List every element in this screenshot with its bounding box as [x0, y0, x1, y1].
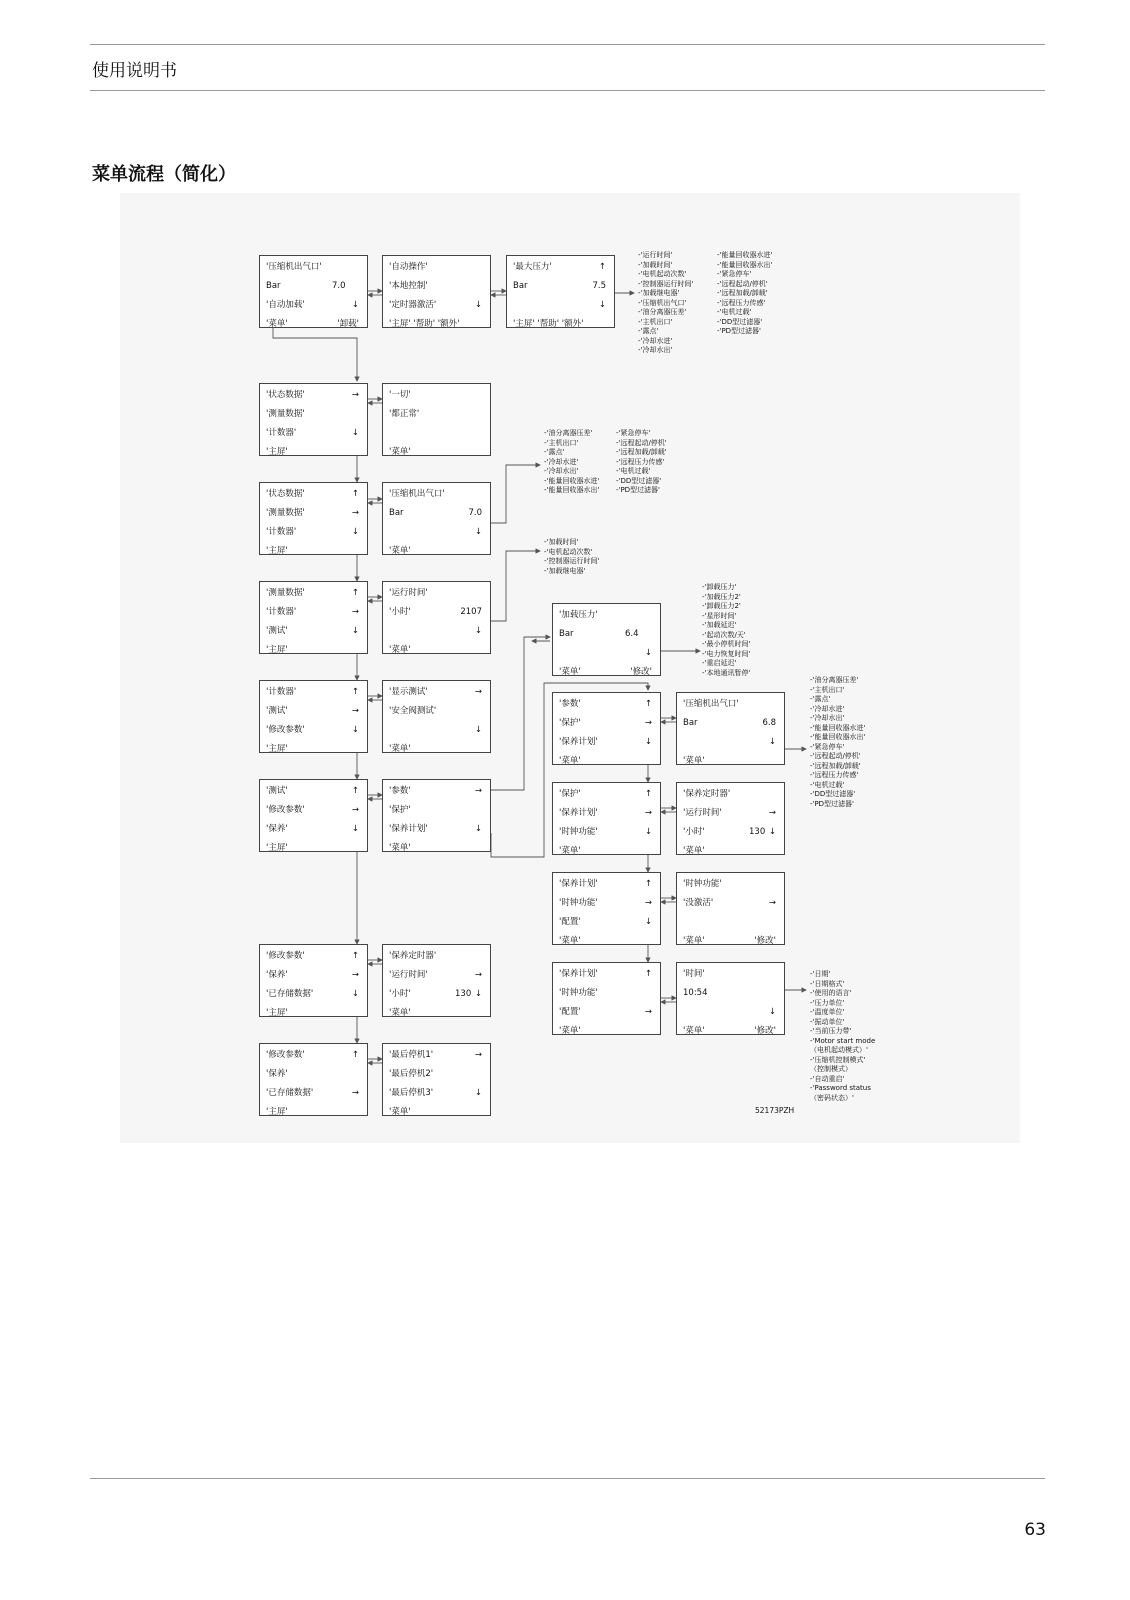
parameter-item: -'远程压力传感': [616, 457, 665, 466]
screen-line-label: '最后停机1': [389, 1050, 434, 1060]
screen-line-label: '压缩机出气口': [266, 262, 322, 272]
screen-line-label: '压缩机出气口': [683, 699, 739, 709]
parameter-item: -'最小停机时间': [702, 640, 751, 648]
parameter-list-n2a: [544, 429, 599, 496]
screen-line-label: '菜单': [683, 846, 705, 856]
parameter-item: -'DD型过滤器': [717, 317, 763, 326]
parameter-item: -'压缩机出气口': [638, 298, 687, 307]
screen-line-right: ↑: [644, 969, 652, 979]
parameter-item: -'冷却水出': [638, 346, 673, 354]
screen-line-label: '配置': [559, 1007, 581, 1017]
screen-line-label: '运行时间': [683, 808, 722, 818]
parameter-list-n3: [544, 538, 599, 576]
parameter-item: -'加载压力2': [702, 592, 741, 601]
screen-line-label: Bar: [559, 629, 574, 639]
screen-line-label: '主屏': [266, 1107, 288, 1117]
screen-line-label: '计数器': [266, 428, 297, 438]
menu-screen-b7: [382, 482, 491, 555]
screen-line-right: '卸载': [337, 319, 359, 329]
screen-line-right: →: [474, 970, 482, 980]
menu-screen-b8: [259, 581, 368, 654]
screen-line-label: '测量数据': [266, 409, 305, 419]
screen-line-right: ↓: [351, 428, 359, 438]
screen-line-label: Bar: [266, 281, 281, 291]
parameter-item: -'起动次数/天': [702, 630, 746, 639]
screen-line-right: →: [351, 970, 359, 980]
screen-line-right: →: [644, 808, 652, 818]
screen-line-label: '菜单': [683, 936, 705, 946]
parameter-item: -'自动重启': [810, 1074, 845, 1083]
parameter-item: -'使用的语言': [810, 989, 852, 997]
parameter-item: -'压力单位': [810, 998, 845, 1007]
screen-line-label: '压缩机出气口': [389, 489, 445, 499]
screen-line-right: →: [351, 508, 359, 518]
screen-line-label: '测量数据': [266, 588, 305, 598]
parameter-item: （控制模式）: [810, 1065, 852, 1073]
menu-screen-b18: [552, 603, 661, 676]
parameter-item: -'主机出口': [544, 438, 579, 447]
screen-line-value: 7.0: [332, 281, 346, 291]
screen-line-label: '菜单': [389, 843, 411, 853]
parameter-item: -'冷却水出': [544, 467, 579, 475]
parameter-item: -'能量回收器水进': [810, 723, 866, 732]
top-rule: [90, 44, 1045, 45]
parameter-item: -'卸载压力2': [702, 602, 741, 610]
screen-line-label: '自动加载': [266, 300, 305, 310]
screen-line-right: ↓: [474, 989, 482, 999]
screen-line-right: ↓: [644, 648, 652, 658]
screen-line-label: '保护': [559, 718, 581, 728]
parameter-item: -'主机出口': [638, 317, 673, 326]
parameter-item: -'日期格式': [810, 979, 845, 988]
parameter-item: -'加载延迟': [702, 621, 737, 629]
parameter-item: -'PD型过滤器': [717, 327, 761, 335]
screen-line-right: '修改': [630, 667, 652, 677]
screen-line-label: '主屏': [266, 1008, 288, 1018]
screen-line-label: '本地控制': [389, 281, 428, 291]
menu-screen-b2: [382, 255, 491, 328]
parameter-item: -'露点': [544, 448, 565, 456]
screen-line-label: '小时': [389, 989, 411, 999]
parameter-item: -'远程加载/卸载': [717, 289, 768, 297]
screen-line-right: ↑: [351, 1050, 359, 1060]
parameter-item: -'电力恢复时间': [702, 649, 751, 658]
parameter-item: -'Password status: [810, 1084, 871, 1092]
parameter-item: -'油分离器压差': [810, 676, 859, 684]
screen-line-label: '状态数据': [266, 390, 305, 400]
screen-line-label: '菜单': [559, 936, 581, 946]
menu-screen-b5: [382, 383, 491, 456]
screen-line-label: '测试': [266, 626, 288, 636]
parameter-item: -'冷却水出': [810, 714, 845, 722]
screen-line-label: '菜单': [559, 846, 581, 856]
parameter-item: -'能量回收器水出': [717, 260, 773, 269]
parameter-item: -'紧急停车': [616, 429, 651, 437]
parameter-item: -'远程起动/停机': [616, 438, 667, 447]
screen-line-label: '菜单': [389, 1008, 411, 1018]
screen-line-right: ↓: [644, 827, 652, 837]
screen-line-right: ↓: [474, 527, 482, 537]
menu-screen-b3: [506, 255, 615, 328]
screen-line-right: ↑: [644, 879, 652, 889]
screen-line-label: '主屏': [266, 447, 288, 457]
screen-line-value: 6.4: [625, 629, 639, 639]
screen-line-label: '保养定时器': [683, 789, 731, 799]
screen-line-label: '保养计划': [559, 969, 598, 979]
menu-screen-b22: [676, 782, 785, 855]
screen-line-label: '主屏': [266, 843, 288, 853]
section-title: 菜单流程（简化）: [92, 164, 236, 185]
screen-line-right: 7.0: [468, 508, 482, 518]
screen-line-right: ↓: [768, 1007, 776, 1017]
parameter-item: -'远程起动/停机': [810, 752, 861, 760]
screen-line-right: ↓: [474, 1088, 482, 1098]
screen-line-label: '时钟功能': [559, 827, 598, 837]
screen-line-label: '保养计划': [559, 737, 598, 747]
screen-line-right: →: [644, 1007, 652, 1017]
parameter-item: -'PD型过滤器': [616, 486, 660, 494]
screen-line-right: ↑: [644, 789, 652, 799]
screen-line-right: ↓: [768, 737, 776, 747]
screen-line-right: '修改': [754, 1026, 776, 1036]
parameter-item: -'远程压力传感': [717, 298, 766, 307]
screen-line-label: '保养定时器': [389, 951, 437, 961]
menu-screen-b21: [552, 782, 661, 855]
menu-screen-b24: [676, 872, 785, 945]
screen-line-right: →: [351, 607, 359, 617]
screen-line-right: ↓: [351, 725, 359, 735]
parameter-list-n2b: [616, 429, 667, 496]
screen-line-label: '主屏' '帮助' '额外': [513, 319, 584, 329]
screen-line-right: →: [474, 786, 482, 796]
screen-line-label: Bar: [683, 718, 698, 728]
parameter-item: -'DD型过滤器': [616, 476, 662, 485]
parameter-item: -'控制器运行时间': [638, 279, 694, 288]
menu-screen-b25: [552, 962, 661, 1035]
footer-rule: [90, 1478, 1045, 1479]
screen-line-label: '保护': [389, 805, 411, 815]
screen-line-label: Bar: [389, 508, 404, 518]
parameter-item: -'电机过载': [717, 308, 752, 316]
screen-line-label: '配置': [559, 917, 581, 927]
screen-line-label: '定时器激活': [389, 300, 437, 310]
screen-line-label: '时钟功能': [559, 898, 598, 908]
parameter-item: -'加载时间': [638, 260, 673, 269]
parameter-item: （电机起动模式）': [810, 1046, 868, 1054]
screen-line-label: 10:54: [683, 988, 708, 998]
screen-line-label: '最大压力': [513, 262, 552, 272]
parameter-item: -'运行时间': [638, 251, 673, 259]
parameter-item: -'能量回收器水出': [544, 486, 600, 494]
parameter-item: -'DD型过滤器': [810, 790, 856, 798]
screen-line-right: →: [768, 808, 776, 818]
screen-line-label: '保养计划': [389, 824, 428, 834]
parameter-item: -'露点': [810, 695, 831, 703]
screen-line-right: →: [474, 1050, 482, 1060]
screen-line-label: '一切': [389, 390, 411, 400]
screen-line-label: '菜单': [559, 1026, 581, 1036]
parameter-list-n6: [810, 970, 875, 1103]
screen-line-right: ↑: [351, 786, 359, 796]
parameter-list-n5: [810, 676, 865, 809]
screen-line-label: '状态数据': [266, 489, 305, 499]
screen-line-right: ↓: [474, 300, 482, 310]
parameter-item: -'远程起动/停机': [717, 279, 768, 288]
menu-flow-diagram: [120, 193, 1020, 1143]
screen-line-label: '参数': [389, 786, 411, 796]
screen-line-label: '菜单': [389, 645, 411, 655]
screen-line-label: '计数器': [266, 527, 297, 537]
menu-screen-b9: [382, 581, 491, 654]
screen-line-right: ↓: [598, 300, 606, 310]
screen-line-label: '修改参数': [266, 725, 305, 735]
parameter-item: -'露点': [638, 327, 659, 335]
screen-line-label: '修改参数': [266, 951, 305, 961]
screen-line-label: '菜单': [559, 667, 581, 677]
parameter-item: -'控制器运行时间': [544, 557, 600, 565]
parameter-item: -'电机过载': [810, 780, 845, 789]
screen-line-right: ↓: [351, 527, 359, 537]
screen-line-label: '修改参数': [266, 805, 305, 815]
parameter-item: -'本地通讯暂停': [702, 668, 751, 677]
screen-line-label: '主屏': [266, 744, 288, 754]
parameter-list-n1b: [717, 251, 772, 337]
screen-line-right: ↓: [644, 737, 652, 747]
screen-line-right: ↓: [351, 824, 359, 834]
screen-line-label: '保养计划': [559, 879, 598, 889]
screen-line-label: '自动操作': [389, 262, 428, 272]
screen-line-label: Bar: [513, 281, 528, 291]
screen-line-label: '主屏': [266, 645, 288, 655]
page-number: 63: [1024, 1520, 1046, 1540]
screen-line-label: '已存储数据': [266, 989, 314, 999]
parameter-item: -'远程压力传感': [810, 771, 859, 779]
screen-line-right: 6.8: [762, 718, 776, 728]
menu-screen-b16: [259, 1043, 368, 1116]
screen-line-right: →: [351, 1088, 359, 1098]
parameter-item: -'加载继电器': [638, 289, 680, 297]
parameter-item: -'电机起动次数': [638, 270, 687, 278]
screen-line-right: →: [351, 805, 359, 815]
screen-line-label: '运行时间': [389, 970, 428, 980]
screen-line-right: '修改': [754, 936, 776, 946]
parameter-item: -'冷却水进': [544, 457, 579, 466]
parameter-item: -'远程加载/卸载': [616, 448, 667, 456]
parameter-item: -'电机起动次数': [544, 547, 593, 556]
screen-line-label: '主屏': [266, 546, 288, 556]
screen-line-label: '测试': [266, 786, 288, 796]
screen-line-right: →: [474, 687, 482, 697]
screen-line-label: '保养': [266, 1069, 288, 1079]
menu-screen-b4: [259, 383, 368, 456]
parameter-list-n1a: [638, 251, 693, 356]
menu-screen-b12: [259, 779, 368, 852]
menu-screen-b23: [552, 872, 661, 945]
menu-screen-b26: [676, 962, 785, 1035]
menu-screen-b6: [259, 482, 368, 555]
screen-line-right: ↓: [351, 626, 359, 636]
screen-line-label: '菜单': [266, 319, 288, 329]
parameter-item: -'振动单位': [810, 1017, 845, 1026]
screen-line-right: ↓: [474, 626, 482, 636]
parameter-item: -'油分离器压差': [544, 429, 593, 437]
screen-line-right: →: [768, 898, 776, 908]
connector-b13-b18: [491, 637, 550, 790]
screen-line-label: '小时': [389, 607, 411, 617]
parameter-item: -'Motor start mode: [810, 1036, 876, 1045]
screen-line-label: '菜单': [683, 1026, 705, 1036]
screen-line-right: ↑: [351, 588, 359, 598]
screen-line-right: ↓: [351, 989, 359, 999]
diagram-code: 52173PZH: [755, 1106, 795, 1115]
screen-line-label: '计数器': [266, 687, 297, 697]
screen-line-label: '保养计划': [559, 808, 598, 818]
screen-line-label: '菜单': [559, 756, 581, 766]
screen-line-label: '最后停机2': [389, 1069, 434, 1079]
parameter-item: -'远程加载/卸载': [810, 761, 861, 770]
screen-line-label: '保养': [266, 970, 288, 980]
screen-line-right: →: [351, 390, 359, 400]
screen-line-right: ↓: [768, 827, 776, 837]
screen-line-label: '参数': [559, 699, 581, 709]
parameter-item: -'卸载压力': [702, 583, 737, 591]
screen-line-right: ↑: [351, 951, 359, 961]
screen-line-label: '菜单': [389, 1107, 411, 1117]
parameter-item: -'能量回收器水进': [717, 251, 773, 259]
screen-line-label: '已存储数据': [266, 1088, 314, 1098]
parameter-item: -'冷却水进': [638, 336, 673, 345]
screen-line-right: →: [644, 898, 652, 908]
document-title: 使用说明书: [92, 61, 177, 81]
screen-line-label: '菜单': [389, 744, 411, 754]
screen-line-label: '主屏' '帮助' '额外': [389, 319, 460, 329]
screen-line-label: '没激活': [683, 898, 714, 908]
screen-line-label: '都正常': [389, 409, 420, 419]
menu-screen-b15: [382, 944, 491, 1017]
menu-screen-b19: [552, 692, 661, 765]
screen-line-label: '时钟功能': [683, 879, 722, 889]
parameter-item: -'紧急停车': [810, 742, 845, 751]
screen-line-right: ↑: [644, 699, 652, 709]
menu-screen-b20: [676, 692, 785, 765]
menu-screen-b17: [382, 1043, 491, 1116]
parameter-item: -'冷却水进': [810, 704, 845, 713]
screen-line-label: '显示测试': [389, 687, 428, 697]
screen-line-label: '小时': [683, 827, 705, 837]
menu-screen-b14: [259, 944, 368, 1017]
parameter-item: -'当前压力带': [810, 1027, 852, 1035]
screen-line-right: ↓: [644, 917, 652, 927]
menu-screen-b13: [382, 779, 491, 852]
parameter-item: -'加载继电器': [544, 566, 586, 575]
screen-line-label: '菜单': [683, 756, 705, 766]
screen-line-label: '保养': [266, 824, 288, 834]
screen-line-right: ↑: [351, 489, 359, 499]
header-rule: [90, 90, 1045, 91]
screen-line-label: '测量数据': [266, 508, 305, 518]
screen-line-value: 130: [455, 989, 472, 999]
screen-line-label: '计数器': [266, 607, 297, 617]
parameter-item: -'星形时间': [702, 611, 737, 620]
screen-line-right: →: [351, 706, 359, 716]
parameter-item: -'能量回收器水出': [810, 733, 866, 741]
screen-line-right: ↓: [351, 300, 359, 310]
parameter-item: -'日期': [810, 970, 831, 978]
connector-b7-notes: [491, 465, 540, 523]
parameter-item: -'加载时间': [544, 538, 579, 546]
screen-line-label: '运行时间': [389, 588, 428, 598]
screen-line-label: '保护': [559, 789, 581, 799]
parameter-item: -'能量回收器水进': [544, 476, 600, 485]
parameter-item: -'油分离器压差': [638, 308, 687, 316]
menu-screen-b1: [259, 255, 368, 328]
screen-line-right: ↓: [474, 725, 482, 735]
screen-line-label: '修改参数': [266, 1050, 305, 1060]
screen-line-right: 7.5: [592, 281, 606, 291]
screen-line-right: ↑: [598, 262, 606, 272]
parameter-list-n4: [702, 583, 750, 678]
parameter-item: -'电机过载': [616, 467, 651, 475]
screen-line-right: →: [644, 718, 652, 728]
screen-line-value: 130: [749, 827, 766, 837]
screen-line-label: '加载压力': [559, 610, 598, 620]
screen-line-label: '菜单': [389, 447, 411, 457]
parameter-item: -'压缩机控制模式': [810, 1055, 866, 1064]
screen-line-right: ↓: [474, 824, 482, 834]
screen-line-label: '时钟功能': [559, 988, 598, 998]
screen-line-label: '时间': [683, 969, 705, 979]
parameter-item: -'紧急停车': [717, 270, 752, 278]
screen-line-label: '安全阀测试': [389, 706, 437, 716]
screen-line-right: 2107: [460, 607, 482, 617]
screen-line-label: '菜单': [389, 546, 411, 556]
parameter-item: （密码状态）': [810, 1093, 854, 1102]
parameter-item: -'重启延迟': [702, 659, 737, 667]
screen-line-right: ↑: [351, 687, 359, 697]
parameter-item: -'温度单位': [810, 1008, 845, 1016]
connector-main-down: [273, 328, 357, 381]
parameter-item: -'PD型过滤器': [810, 799, 854, 808]
parameter-item: -'主机出口': [810, 685, 845, 694]
screen-line-label: '最后停机3': [389, 1088, 434, 1098]
menu-screen-b11: [382, 680, 491, 753]
screen-line-label: '测试': [266, 706, 288, 716]
connector-b9-notes: [491, 551, 540, 621]
menu-screen-b10: [259, 680, 368, 753]
